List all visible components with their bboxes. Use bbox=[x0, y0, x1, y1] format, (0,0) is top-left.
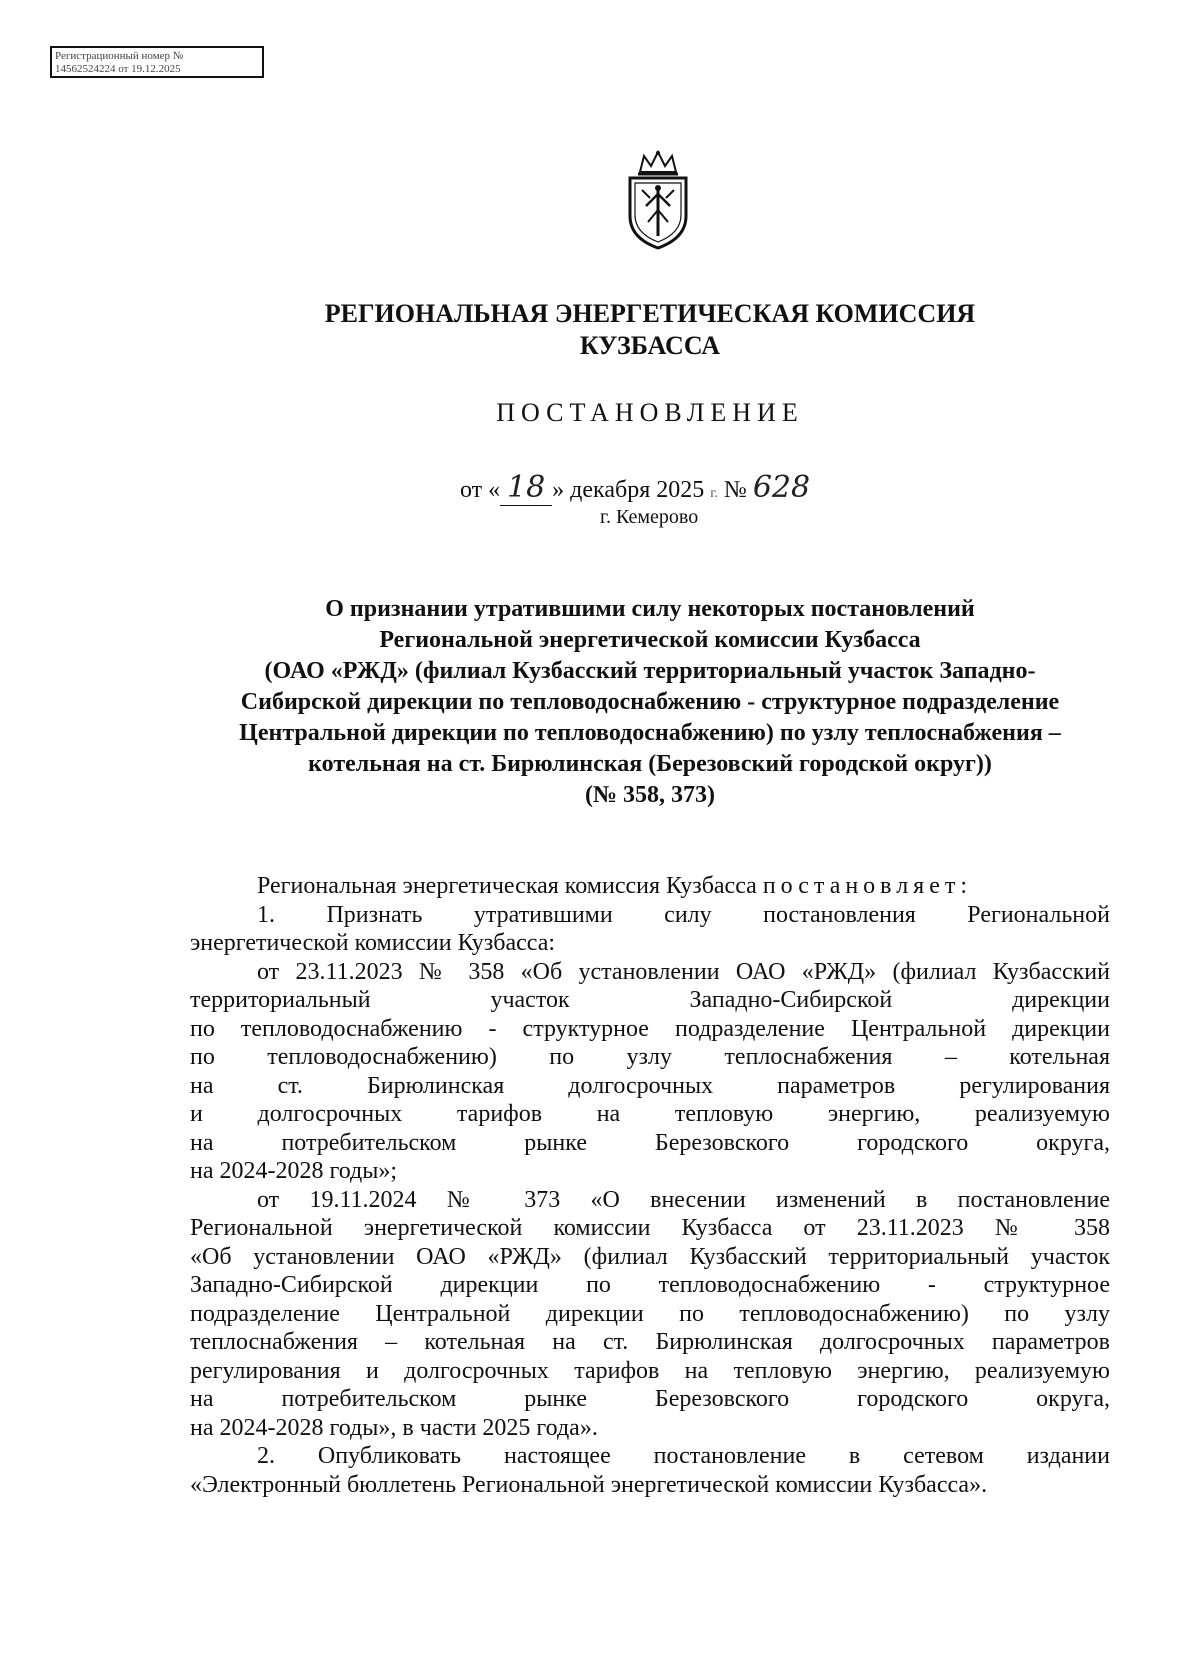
decree-358-line: на ст. Бирюлинская долгосрочных параметров регулирования bbox=[190, 1072, 1110, 1099]
decree-358-line: по тепловодоснабжению) по узлу теплоснабжения – котельная bbox=[190, 1044, 1110, 1070]
item-2-line: 2. Опубликовать настоящее постановление в сетевом издании bbox=[257, 1443, 1110, 1469]
decree-358-line: от 23.11.2023 № 358 «Об установлении ОАО «РЖД» (филиал Кузбасский bbox=[257, 958, 1110, 985]
document-type: ПОСТАНОВЛЕНИЕ bbox=[496, 398, 804, 427]
decree-373-line: теплоснабжения – котельная на ст. Бирюлинская долгосрочных параметров bbox=[190, 1329, 1110, 1355]
decree-358-line: на потребительском рынке Березовского городского округа, bbox=[190, 1129, 1110, 1156]
decree-373-line: на потребительском рынке Березовского городского округа, bbox=[190, 1386, 1110, 1412]
document-city: г. Кемерово bbox=[600, 506, 699, 528]
coat-of-arms-icon bbox=[620, 150, 696, 250]
registration-stamp bbox=[50, 46, 264, 78]
registration-line-2: 14562524224 от 19.12.2025 bbox=[55, 63, 181, 75]
decree-373-line: на 2024-2028 годы», в части 2025 года». bbox=[190, 1414, 598, 1441]
subject-line: (№ 358, 373) bbox=[584, 782, 716, 808]
item-1-decree-373 bbox=[190, 1186, 1110, 1443]
decree-373-line: подразделение Центральной дирекции по тепловодоснабжению) по узлу bbox=[190, 1300, 1110, 1327]
subject-line: Сибирской дирекции по тепловодоснабжению - структурное подразделение bbox=[240, 689, 1060, 715]
decree-373-line: Региональной энергетической комиссии Кузбасса от 23.11.2023 № 358 bbox=[190, 1215, 1110, 1241]
intro-text: Региональная энергетическая комиссия Кузбасса bbox=[257, 873, 757, 899]
date-prefix: от « bbox=[460, 477, 501, 503]
decree-358-line: и долгосрочных тарифов на тепловую энергию, реализуемую bbox=[190, 1101, 1110, 1127]
decree-373-line: от 19.11.2024 № 373 «О внесении изменений в постановление bbox=[257, 1186, 1110, 1213]
subject-line: (ОАО «РЖД» (филиал Кузбасский территориальный участок Западно- bbox=[264, 658, 1036, 684]
decree-358-line: территориальный участок Западно-Сибирской дирекции bbox=[190, 987, 1110, 1013]
organization-title bbox=[150, 298, 1150, 362]
document-subject bbox=[150, 594, 1150, 811]
organization-title-line-2: КУЗБАССА bbox=[579, 331, 721, 360]
document-date-number bbox=[460, 470, 816, 506]
registration-line-1: Регистрационный номер № bbox=[55, 50, 184, 62]
subject-line: котельная на ст. Бирюлинская (Березовский городской округ)) bbox=[308, 751, 992, 777]
date-day-handwritten: 18 bbox=[500, 470, 552, 506]
intro-keyword: постановляет: bbox=[762, 873, 973, 899]
organization-title-line-1: РЕГИОНАЛЬНАЯ ЭНЕРГЕТИЧЕСКАЯ КОМИССИЯ bbox=[324, 299, 976, 328]
document-number-handwritten: 628 bbox=[752, 470, 811, 505]
decree-358-line: на 2024-2028 годы»; bbox=[190, 1158, 398, 1184]
item-1-line: 1. Признать утратившими силу постановления Региональной bbox=[257, 901, 1110, 928]
date-year-suffix: г. bbox=[710, 486, 718, 501]
decree-373-line: регулирования и долгосрочных тарифов на тепловую энергию, реализуемую bbox=[190, 1357, 1110, 1384]
intro-paragraph bbox=[190, 872, 1110, 901]
item-2 bbox=[190, 1442, 1110, 1499]
decree-358-line: по тепловодоснабжению - структурное подразделение Центральной дирекции bbox=[190, 1015, 1110, 1042]
subject-line: О признании утратившими силу некоторых постановлений bbox=[325, 596, 975, 622]
item-1 bbox=[190, 901, 1110, 958]
item-2-line: «Электронный бюллетень Региональной энергетической комиссии Кузбасса». bbox=[190, 1471, 988, 1498]
subject-line: Региональной энергетической комиссии Кузбасса bbox=[379, 627, 921, 653]
decree-373-line: Западно-Сибирской дирекции по тепловодоснабжению - структурное bbox=[190, 1272, 1110, 1298]
document-body bbox=[190, 872, 1110, 1499]
item-1-line: энергетической комиссии Кузбасса: bbox=[190, 930, 556, 956]
subject-line: Центральной дирекции по тепловодоснабжению) по узлу теплоснабжения – bbox=[239, 720, 1061, 746]
date-month-year: » декабря 2025 bbox=[552, 477, 705, 503]
number-sign: № bbox=[723, 477, 747, 503]
item-1-decree-358 bbox=[190, 958, 1110, 1186]
decree-373-line: «Об установлении ОАО «РЖД» (филиал Кузбасский территориальный участок bbox=[190, 1243, 1110, 1270]
